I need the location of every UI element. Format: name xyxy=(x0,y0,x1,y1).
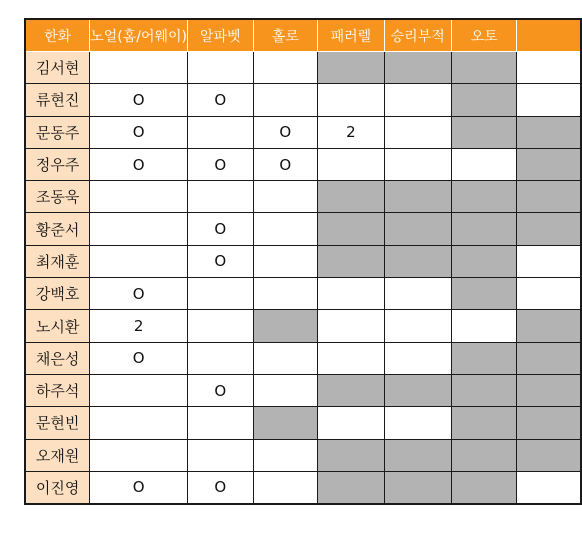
table-cell xyxy=(90,245,188,277)
table-cell xyxy=(318,245,384,277)
player-name: 류현진 xyxy=(25,84,90,116)
player-name: 정우주 xyxy=(25,148,90,180)
player-name: 조동욱 xyxy=(25,181,90,213)
table-cell xyxy=(318,213,384,245)
table-cell xyxy=(451,213,517,245)
player-name: 채은성 xyxy=(25,342,90,374)
table-cell xyxy=(517,148,581,180)
table-cell xyxy=(451,52,517,84)
table-row xyxy=(25,52,581,84)
table-cell: 2 xyxy=(318,116,384,148)
table-cell xyxy=(318,52,384,84)
table-cell xyxy=(384,310,451,342)
table-cell: O xyxy=(188,245,253,277)
table-row xyxy=(25,213,581,245)
player-name: 최재훈 xyxy=(25,245,90,277)
table-cell xyxy=(517,310,581,342)
table-cell: O xyxy=(253,116,318,148)
table-cell xyxy=(318,374,384,406)
table-cell xyxy=(384,407,451,439)
table-cell xyxy=(253,278,318,310)
table-header xyxy=(25,19,581,52)
table-cell xyxy=(517,213,581,245)
table-cell xyxy=(253,310,318,342)
table-row xyxy=(25,374,581,406)
table-cell: O xyxy=(90,278,188,310)
table-cell xyxy=(90,439,188,471)
table-cell xyxy=(253,439,318,471)
table-cell xyxy=(188,181,253,213)
table-cell xyxy=(451,471,517,503)
table-cell: O xyxy=(188,148,253,180)
table-cell xyxy=(451,342,517,374)
table-cell xyxy=(188,407,253,439)
table-cell xyxy=(451,116,517,148)
table-cell xyxy=(253,84,318,116)
player-name: 문동주 xyxy=(25,116,90,148)
table-cell: O xyxy=(90,342,188,374)
table-row xyxy=(25,471,581,503)
table-cell xyxy=(253,471,318,503)
table-cell xyxy=(188,310,253,342)
table-cell: O xyxy=(90,116,188,148)
table-cell xyxy=(517,84,581,116)
header-category: 오토 xyxy=(451,19,517,52)
table-cell xyxy=(517,471,581,503)
table-cell xyxy=(318,310,384,342)
header-category: 노얼(홈/어웨이) xyxy=(90,19,188,52)
table-cell xyxy=(188,342,253,374)
table-cell xyxy=(318,148,384,180)
table-cell xyxy=(517,181,581,213)
table-cell xyxy=(451,148,517,180)
table-cell xyxy=(451,84,517,116)
player-name: 하주석 xyxy=(25,374,90,406)
table-cell xyxy=(384,374,451,406)
table-cell xyxy=(253,181,318,213)
table-cell xyxy=(318,84,384,116)
table-cell xyxy=(318,439,384,471)
table-row xyxy=(25,310,581,342)
table-cell xyxy=(451,439,517,471)
table-cell: O xyxy=(90,471,188,503)
table-cell xyxy=(384,342,451,374)
table-cell xyxy=(253,374,318,406)
table-cell xyxy=(90,181,188,213)
table-cell xyxy=(90,213,188,245)
table-body xyxy=(25,52,581,504)
table-cell xyxy=(253,407,318,439)
table-cell xyxy=(384,471,451,503)
player-name: 이진영 xyxy=(25,471,90,503)
table-cell xyxy=(451,278,517,310)
table-cell xyxy=(188,439,253,471)
player-name: 문현빈 xyxy=(25,407,90,439)
table-row xyxy=(25,342,581,374)
table-cell xyxy=(384,278,451,310)
table-cell xyxy=(384,52,451,84)
table-row xyxy=(25,84,581,116)
player-name: 김서현 xyxy=(25,52,90,84)
table-cell: O xyxy=(188,374,253,406)
table-cell xyxy=(384,245,451,277)
table-cell xyxy=(253,245,318,277)
card-checklist-table xyxy=(24,18,582,505)
table-cell xyxy=(188,278,253,310)
table-cell: O xyxy=(90,148,188,180)
table-row xyxy=(25,407,581,439)
table-cell xyxy=(517,439,581,471)
table-cell xyxy=(384,116,451,148)
table-cell xyxy=(90,52,188,84)
table-cell xyxy=(253,52,318,84)
table-cell: O xyxy=(188,213,253,245)
table-cell xyxy=(318,342,384,374)
table-cell xyxy=(318,471,384,503)
table-row xyxy=(25,278,581,310)
table-cell xyxy=(517,407,581,439)
player-name: 노시환 xyxy=(25,310,90,342)
table-cell: O xyxy=(188,471,253,503)
table-cell xyxy=(517,52,581,84)
header-category: 알파벳 xyxy=(188,19,253,52)
table-cell: O xyxy=(90,84,188,116)
header-row xyxy=(25,19,581,52)
header-team: 한화 xyxy=(25,19,90,52)
player-name: 강백호 xyxy=(25,278,90,310)
table-cell xyxy=(384,148,451,180)
table-cell xyxy=(318,181,384,213)
player-name: 오재원 xyxy=(25,439,90,471)
player-name: 황준서 xyxy=(25,213,90,245)
table-cell xyxy=(517,245,581,277)
table-row xyxy=(25,439,581,471)
table-cell xyxy=(188,116,253,148)
table-row xyxy=(25,181,581,213)
header-blank xyxy=(517,19,581,52)
table-cell xyxy=(188,52,253,84)
table-cell xyxy=(384,181,451,213)
table-cell xyxy=(318,407,384,439)
header-category: 패러렐 xyxy=(318,19,384,52)
table-row xyxy=(25,245,581,277)
table-cell xyxy=(451,245,517,277)
table-cell xyxy=(517,278,581,310)
table-cell: O xyxy=(188,84,253,116)
header-category: 홀로 xyxy=(253,19,318,52)
table-cell xyxy=(384,84,451,116)
table-cell xyxy=(451,181,517,213)
table-cell xyxy=(90,407,188,439)
header-category: 승리부적 xyxy=(384,19,451,52)
table-cell xyxy=(253,342,318,374)
table-cell xyxy=(517,374,581,406)
table-cell xyxy=(90,374,188,406)
table-cell xyxy=(318,278,384,310)
table-cell xyxy=(451,310,517,342)
table-cell xyxy=(517,342,581,374)
table-cell xyxy=(253,213,318,245)
table-cell xyxy=(517,116,581,148)
table-cell: 2 xyxy=(90,310,188,342)
table-row xyxy=(25,148,581,180)
table-cell: O xyxy=(253,148,318,180)
table-cell xyxy=(451,407,517,439)
table-row xyxy=(25,116,581,148)
table-cell xyxy=(451,374,517,406)
table-cell xyxy=(384,439,451,471)
table-cell xyxy=(384,213,451,245)
